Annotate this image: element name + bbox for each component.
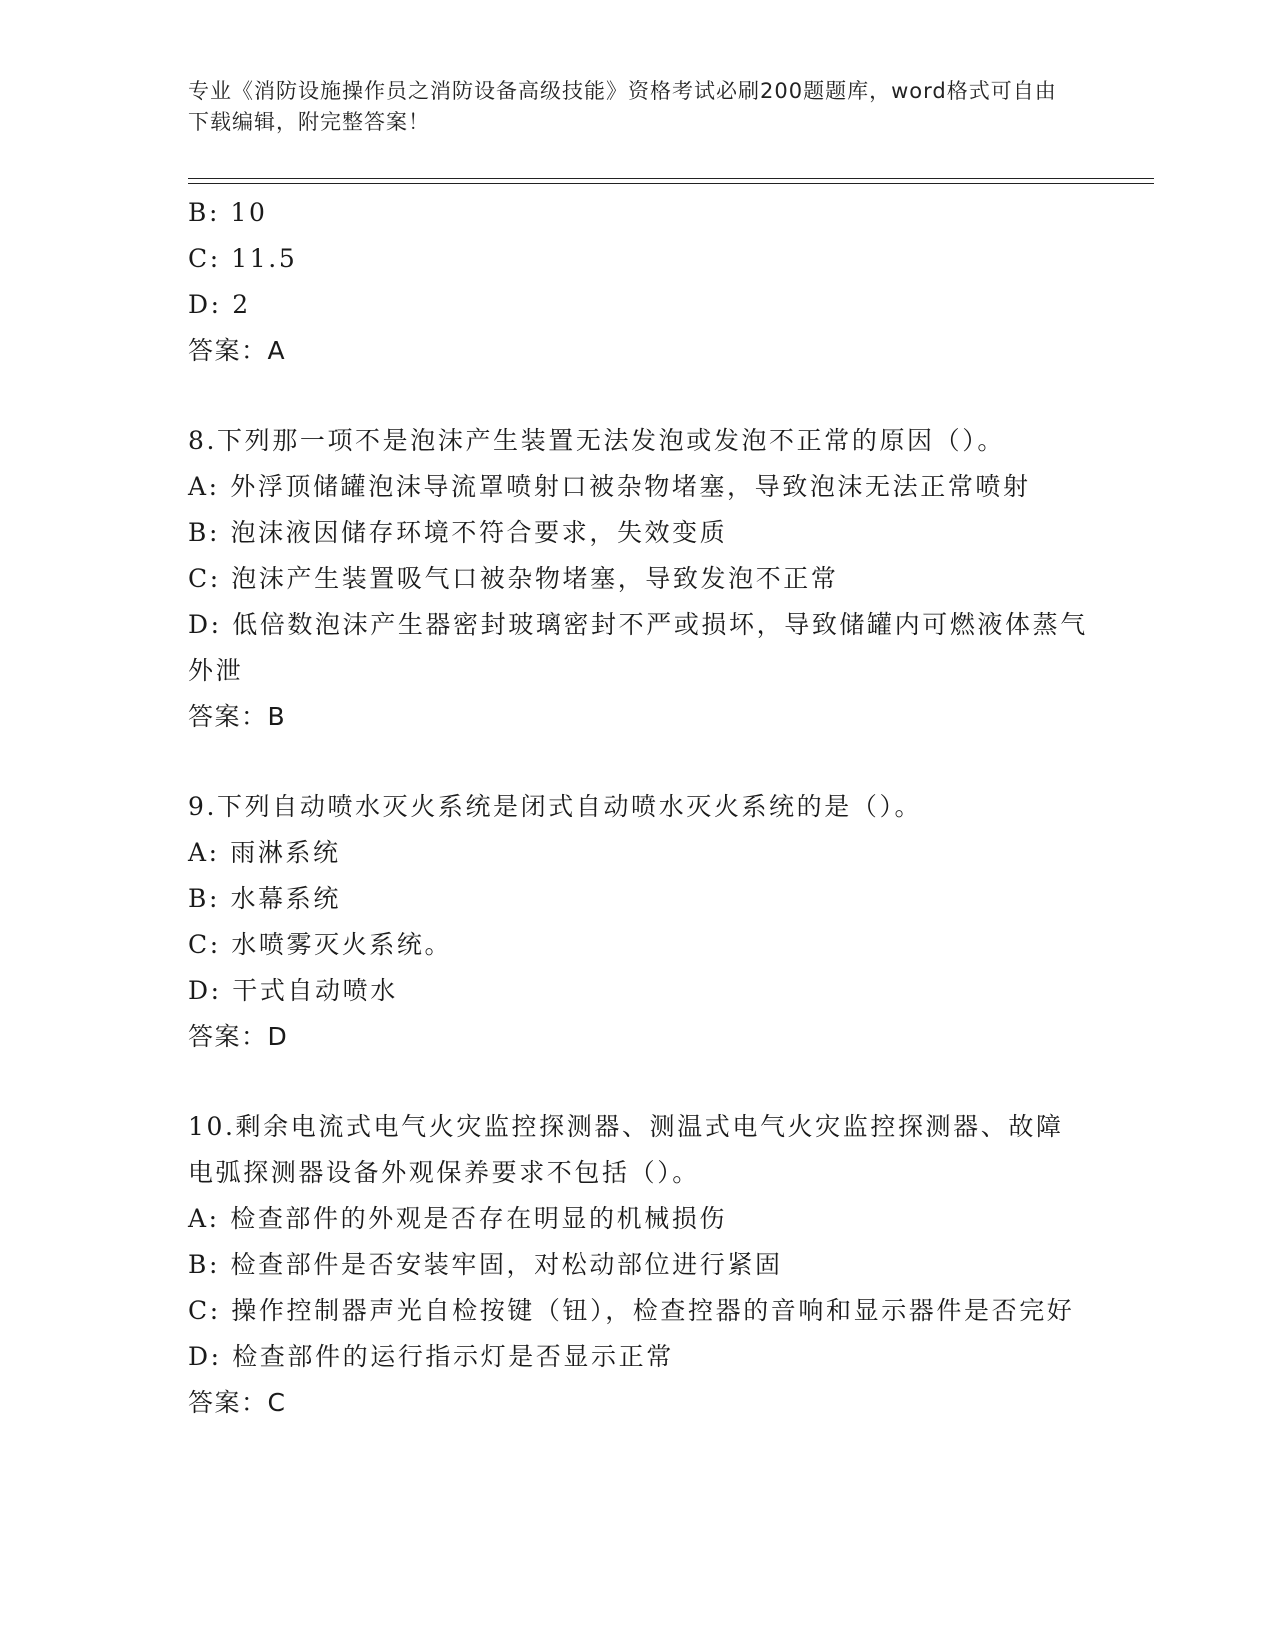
option-c: C: 操作控制器声光自检按键（钮），检查控器的音响和显示器件是否完好 <box>188 1296 1075 1325</box>
question-7-tail <box>188 190 1088 374</box>
answer-label: 答案：D <box>188 1022 289 1051</box>
question-stem: 9.下列自动喷水灭火系统是闭式自动喷水灭火系统的是（）。 <box>188 792 923 821</box>
question-list <box>188 190 1088 1426</box>
answer-label: 答案：A <box>188 336 287 365</box>
option-b: B: 10 <box>188 198 268 227</box>
option-a: A: 检查部件的外观是否存在明显的机械损伤 <box>188 1204 728 1233</box>
option-c: C: 泡沫产生装置吸气口被杂物堵塞，导致发泡不正常 <box>188 564 839 593</box>
option-a: A: 外浮顶储罐泡沫导流罩喷射口被杂物堵塞，导致泡沫无法正常喷射 <box>188 472 1031 501</box>
answer-label: 答案：C <box>188 1388 287 1417</box>
option-b: B: 水幕系统 <box>188 884 341 913</box>
option-d: D: 检查部件的运行指示灯是否显示正常 <box>188 1342 674 1371</box>
header-rule-top <box>188 178 1154 179</box>
question-8 <box>188 418 1088 740</box>
header-rule-bottom <box>188 183 1154 184</box>
option-b: B: 泡沫液因储存环境不符合要求，失效变质 <box>188 518 728 547</box>
option-d: D: 低倍数泡沫产生器密封玻璃密封不严或损坏，导致储罐内可燃液体蒸气外泄 <box>188 610 1088 685</box>
option-a: A: 雨淋系统 <box>188 838 341 867</box>
answer-label: 答案：B <box>188 702 287 731</box>
question-9 <box>188 784 1088 1060</box>
option-c: C: 水喷雾灭火系统。 <box>188 930 453 959</box>
option-b: B: 检查部件是否安装牢固，对松动部位进行紧固 <box>188 1250 783 1279</box>
document-header: 专业《消防设施操作员之消防设备高级技能》资格考试必刷200题题库，word格式可自由下载编辑，附完整答案！ <box>188 79 1057 134</box>
option-d: D: 2 <box>188 290 251 319</box>
option-d: D: 干式自动喷水 <box>188 976 398 1005</box>
question-10 <box>188 1104 1088 1426</box>
question-stem: 10.剩余电流式电气火灾监控探测器、测温式电气火灾监控探测器、故障电弧探测器设备外观保养要求不包括（）。 <box>188 1112 1064 1187</box>
option-c: C: 11.5 <box>188 244 298 273</box>
question-stem: 8.下列那一项不是泡沫产生装置无法发泡或发泡不正常的原因（）。 <box>188 426 1005 455</box>
